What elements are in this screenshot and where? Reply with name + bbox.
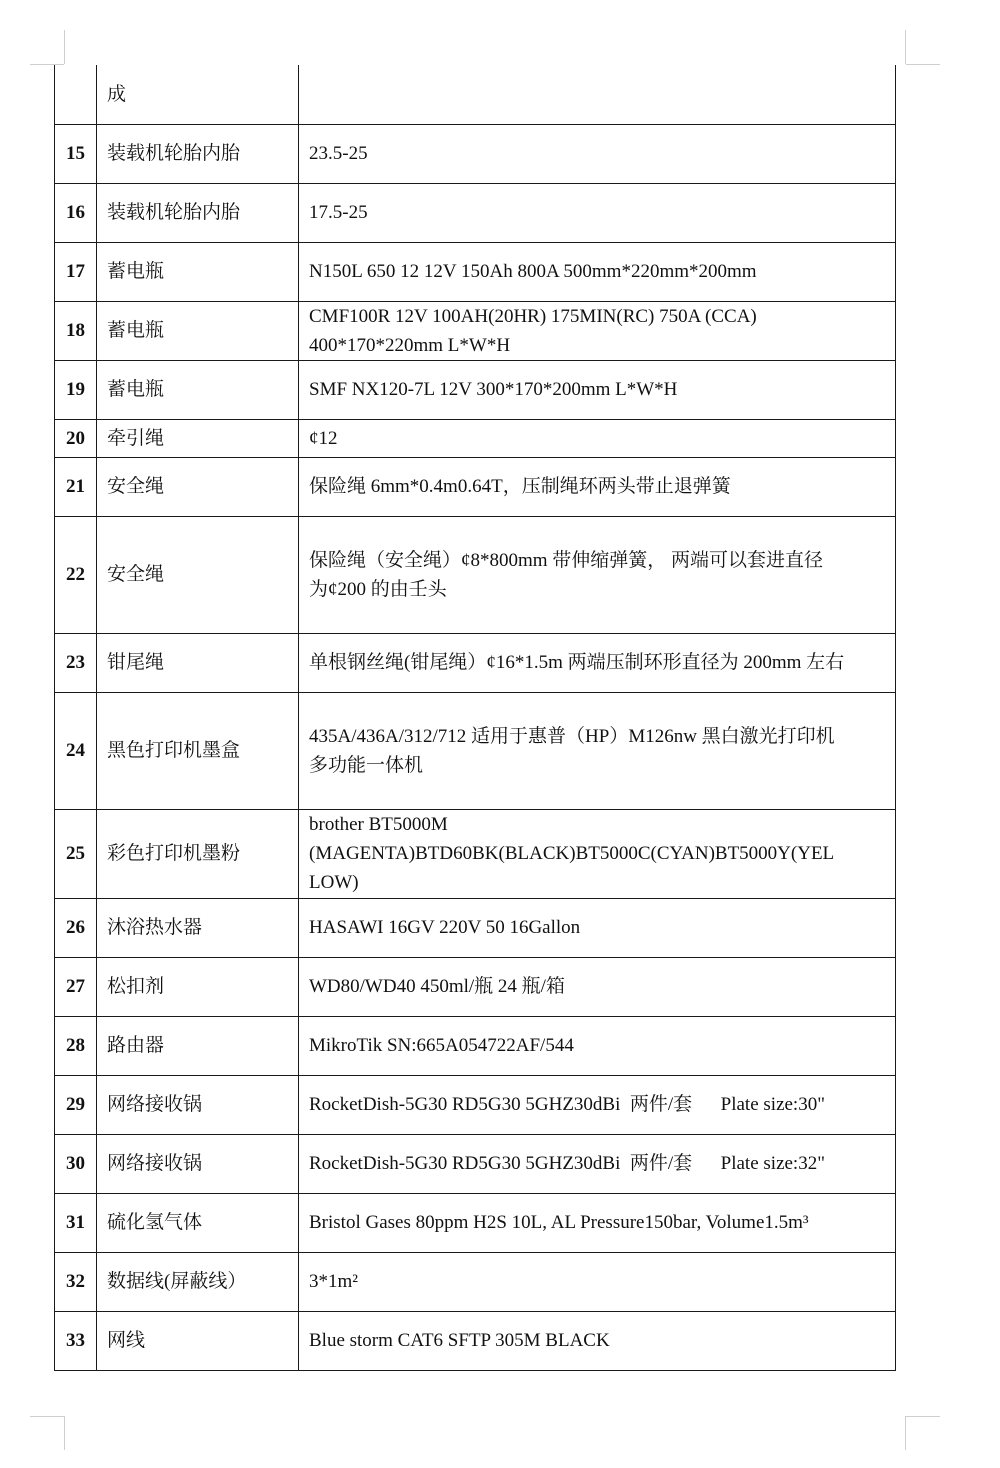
row-number: 23 <box>55 633 97 692</box>
item-spec: 3*1m² <box>299 1252 896 1311</box>
table-row <box>55 898 896 957</box>
table-row <box>55 957 896 1016</box>
spec-line: LOW) <box>309 872 359 893</box>
item-spec-multiline <box>299 516 896 633</box>
item-name: 路由器 <box>97 1016 299 1075</box>
row-number: 20 <box>55 419 97 457</box>
items-table <box>54 65 896 1371</box>
row-number: 22 <box>55 516 97 633</box>
item-name: 装载机轮胎内胎 <box>97 183 299 242</box>
row-number: 24 <box>55 692 97 809</box>
row-number: 25 <box>55 809 97 898</box>
spec-line: 400*170*220mm L*W*H <box>309 334 511 356</box>
spec-line: 保险绳（安全绳）¢8*800mm 带伸缩弹簧， 两端可以套进直径 <box>309 549 824 571</box>
table-row <box>55 242 896 301</box>
item-spec: Bristol Gases 80ppm H2S 10L, AL Pressure150bar, Volume1.5m³ <box>299 1193 896 1252</box>
item-spec: HASAWI 16GV 220V 50 16Gallon <box>299 898 896 957</box>
spec-line: brother BT5000M <box>309 814 448 835</box>
item-spec: N150L 650 12 12V 150Ah 800A 500mm*220mm*200mm <box>299 242 896 301</box>
item-name: 网络接收锅 <box>97 1075 299 1134</box>
table-row <box>55 1311 896 1370</box>
table-row <box>55 1252 896 1311</box>
item-name: 安全绳 <box>97 516 299 633</box>
table-row <box>55 692 896 809</box>
row-number: 33 <box>55 1311 97 1370</box>
item-name: 网络接收锅 <box>97 1134 299 1193</box>
item-spec: SMF NX120-7L 12V 300*170*200mm L*W*H <box>299 360 896 419</box>
item-name: 蓄电瓶 <box>97 301 299 360</box>
item-name: 硫化氢气体 <box>97 1193 299 1252</box>
table-row <box>55 516 896 633</box>
spec-line: 435A/436A/312/712 适用于惠普（HP）M126nw 黑白激光打印机 <box>309 725 835 747</box>
item-spec-multiline <box>299 692 896 809</box>
row-number: 32 <box>55 1252 97 1311</box>
item-spec: 保险绳 6mm*0.4m0.64T，压制绳环两头带止退弹簧 <box>299 457 896 516</box>
crop-mark <box>906 1416 940 1417</box>
item-name: 钳尾绳 <box>97 633 299 692</box>
row-number: 27 <box>55 957 97 1016</box>
row-number: 31 <box>55 1193 97 1252</box>
row-number: 21 <box>55 457 97 516</box>
row-number: 29 <box>55 1075 97 1134</box>
item-spec: 23.5-25 <box>299 124 896 183</box>
crop-mark <box>905 30 906 64</box>
row-number: 18 <box>55 301 97 360</box>
item-name: 黑色打印机墨盒 <box>97 692 299 809</box>
item-spec: ¢12 <box>299 419 896 457</box>
row-number: 28 <box>55 1016 97 1075</box>
table-row <box>55 419 896 457</box>
table-row <box>55 1134 896 1193</box>
row-number: 30 <box>55 1134 97 1193</box>
crop-mark <box>30 1416 64 1417</box>
crop-mark <box>906 64 940 65</box>
item-name: 沐浴热水器 <box>97 898 299 957</box>
row-number <box>55 65 97 124</box>
row-number: 17 <box>55 242 97 301</box>
crop-mark <box>905 1416 906 1450</box>
item-name: 牵引绳 <box>97 419 299 457</box>
row-number: 26 <box>55 898 97 957</box>
spec-line: 多功能一体机 <box>309 754 424 776</box>
item-spec-multiline <box>299 301 896 360</box>
item-name: 数据线(屏蔽线） <box>97 1252 299 1311</box>
table-row <box>55 124 896 183</box>
item-spec: 17.5-25 <box>299 183 896 242</box>
table-row <box>55 183 896 242</box>
item-name: 装载机轮胎内胎 <box>97 124 299 183</box>
item-spec: 单根钢丝绳(钳尾绳）¢16*1.5m 两端压制环形直径为 200mm 左右 <box>299 633 896 692</box>
spec-line: 为¢200 的由壬头 <box>309 578 447 600</box>
item-name: 成 <box>97 65 299 124</box>
item-spec: RocketDish-5G30 RD5G30 5GHZ30dBi 两件/套 Plate size:30" <box>299 1075 896 1134</box>
item-name: 网线 <box>97 1311 299 1370</box>
item-name: 安全绳 <box>97 457 299 516</box>
item-spec-multiline <box>299 809 896 898</box>
table-row <box>55 457 896 516</box>
row-number: 15 <box>55 124 97 183</box>
table-row <box>55 1193 896 1252</box>
item-spec: MikroTik SN:665A054722AF/544 <box>299 1016 896 1075</box>
item-name: 蓄电瓶 <box>97 242 299 301</box>
row-number: 16 <box>55 183 97 242</box>
table-row <box>55 360 896 419</box>
table-row <box>55 633 896 692</box>
table-row <box>55 809 896 898</box>
row-number: 19 <box>55 360 97 419</box>
item-spec <box>299 65 896 124</box>
item-spec: WD80/WD40 450ml/瓶 24 瓶/箱 <box>299 957 896 1016</box>
spec-line: (MAGENTA)BTD60BK(BLACK)BT5000C(CYAN)BT5000Y(YEL <box>309 843 835 864</box>
table-row <box>55 1016 896 1075</box>
item-name: 蓄电瓶 <box>97 360 299 419</box>
item-name: 彩色打印机墨粉 <box>97 809 299 898</box>
table-row <box>55 1075 896 1134</box>
table-row <box>55 65 896 124</box>
table-row <box>55 301 896 360</box>
spec-line: CMF100R 12V 100AH(20HR) 175MIN(RC) 750A (CCA) <box>309 305 757 327</box>
item-spec: RocketDish-5G30 RD5G30 5GHZ30dBi 两件/套 Plate size:32" <box>299 1134 896 1193</box>
crop-mark <box>64 30 65 64</box>
item-spec: Blue storm CAT6 SFTP 305M BLACK <box>299 1311 896 1370</box>
crop-mark <box>64 1416 65 1450</box>
item-name: 松扣剂 <box>97 957 299 1016</box>
